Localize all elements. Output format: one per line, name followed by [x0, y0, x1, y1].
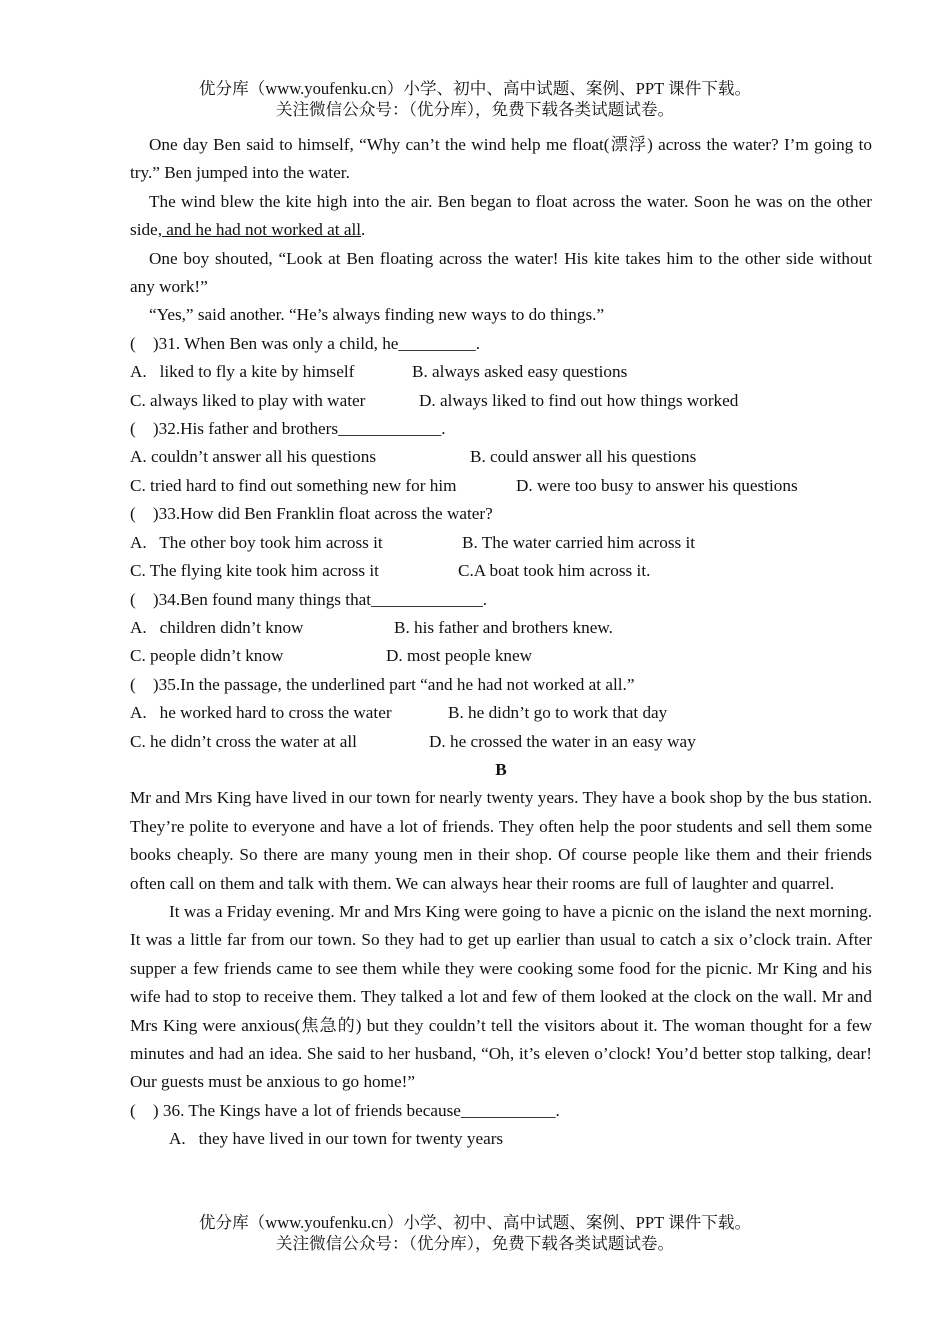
passage-b-paragraph-1: Mr and Mrs King have lived in our town for nearly twenty years. They have a book shop by the bus station. They’re polite to everyone and have a lot of friends. They often help the poor students and sell them some books cheaply. So there are many young men in their shop. Of course people like them and their friends often call on them and talk with them. We can always hear their rooms are full of laughter and quarrel. [130, 788, 872, 893]
question-36-option-a: A. they have lived in our town for twenty years [169, 1129, 504, 1149]
passage-b-paragraph-2: It was a Friday evening. Mr and Mrs King were going to have a picnic on the island the next morning. It was a little far from our town. So they had to get up earlier than usual to catch a six o’clock train. After supper a few friends came to see them while they were cooking some food for the picnic. Mr King and his wife had to stop to receive them. They talked a lot and few of them looked at the clock on the wall. Mr and Mrs King were anxious(焦急的) but they couldn’t tell the visitors about it. The woman thought for a few minutes and had an idea. She said to her husband, “Oh, it’s eleven o’clock! You’d better stop talking, dear! Our guests must be anxious to go home!” [130, 901, 872, 1092]
question-31: ( )31. When Ben was only a child, he_________. [130, 333, 481, 353]
footer-line-1: 优分库（www.youfenku.cn）小学、初中、高中试题、案例、PPT 课件下载。 [198, 1213, 752, 1232]
paragraph-2-end: . [361, 220, 366, 240]
question-35-options-ab [130, 699, 872, 727]
option-b: B. could answer all his questions [470, 447, 697, 467]
header-line-2: 关注微信公众号：（优分库），免费下载各类试题试卷。 [275, 100, 675, 119]
option-d: D. most people knew [386, 646, 533, 666]
option-d: D. he crossed the water in an easy way [429, 731, 696, 751]
option-c: C. always liked to play with water [130, 390, 366, 410]
question-32-options-ab [130, 443, 872, 471]
question-32: ( )32.His father and brothers____________. [130, 419, 446, 439]
page-header [0, 78, 950, 120]
question-34-options-ab [130, 614, 872, 642]
question-33-options-cd [130, 557, 872, 585]
passage-a-paragraph-2 [130, 188, 872, 245]
option-b: B. his father and brothers knew. [394, 617, 613, 637]
question-31-options-ab [130, 358, 872, 386]
option-d: C.A boat took him across it. [458, 561, 651, 581]
option-b: B. always asked easy questions [412, 362, 628, 382]
question-32-options-cd [130, 472, 872, 500]
paragraph-2-text: The wind blew the kite high into the air. Ben began to float across the water. Soon he was on the other side [130, 191, 872, 240]
question-35: ( )35.In the passage, the underlined part “and he had not worked at all.” [130, 674, 635, 694]
option-a: A. liked to fly a kite by himself [130, 362, 355, 382]
option-c: C. The flying kite took him across it [130, 561, 379, 581]
section-b-heading: B [495, 759, 507, 779]
passage-a-paragraph-3: One boy shouted, “Look at Ben floating across the water! His kite takes him to the other side without any work!” [130, 248, 872, 297]
page-footer [0, 1212, 950, 1254]
question-33: ( )33.How did Ben Franklin float across the water? [130, 504, 493, 524]
option-c: C. people didn’t know [130, 646, 284, 666]
header-line-1: 优分库（www.youfenku.cn）小学、初中、高中试题、案例、PPT 课件下载。 [198, 79, 752, 98]
option-d: D. always liked to find out how things worked [419, 390, 739, 410]
question-34: ( )34.Ben found many things that_____________. [130, 589, 488, 609]
question-35-options-cd [130, 728, 872, 756]
option-a: A. couldn’t answer all his questions [130, 447, 377, 467]
option-b: B. The water carried him across it [462, 532, 696, 552]
option-b: B. he didn’t go to work that day [448, 703, 668, 723]
option-a: A. children didn’t know [130, 617, 304, 637]
question-33-options-ab [130, 529, 872, 557]
question-36: ( ) 36. The Kings have a lot of friends because___________. [130, 1100, 560, 1120]
question-34-options-cd [130, 642, 872, 670]
footer-line-2: 关注微信公众号：（优分库），免费下载各类试题试卷。 [275, 1234, 675, 1253]
document-body [130, 131, 872, 1154]
underlined-part: , and he had not worked at all [157, 220, 362, 240]
option-a: A. The other boy took him across it [130, 532, 383, 552]
option-c: C. tried hard to find out something new for him [130, 475, 457, 495]
option-a: A. he worked hard to cross the water [130, 703, 392, 723]
passage-a-paragraph-4: “Yes,” said another. “He’s always finding new ways to do things.” [149, 305, 605, 325]
option-c: C. he didn’t cross the water at all [130, 731, 357, 751]
passage-a-paragraph-1: One day Ben said to himself, “Why can’t the wind help me float(漂浮) across the water? I’m going to try.” Ben jumped into the water. [130, 135, 872, 183]
question-31-options-cd [130, 387, 872, 415]
option-d: D. were too busy to answer his questions [516, 475, 798, 495]
